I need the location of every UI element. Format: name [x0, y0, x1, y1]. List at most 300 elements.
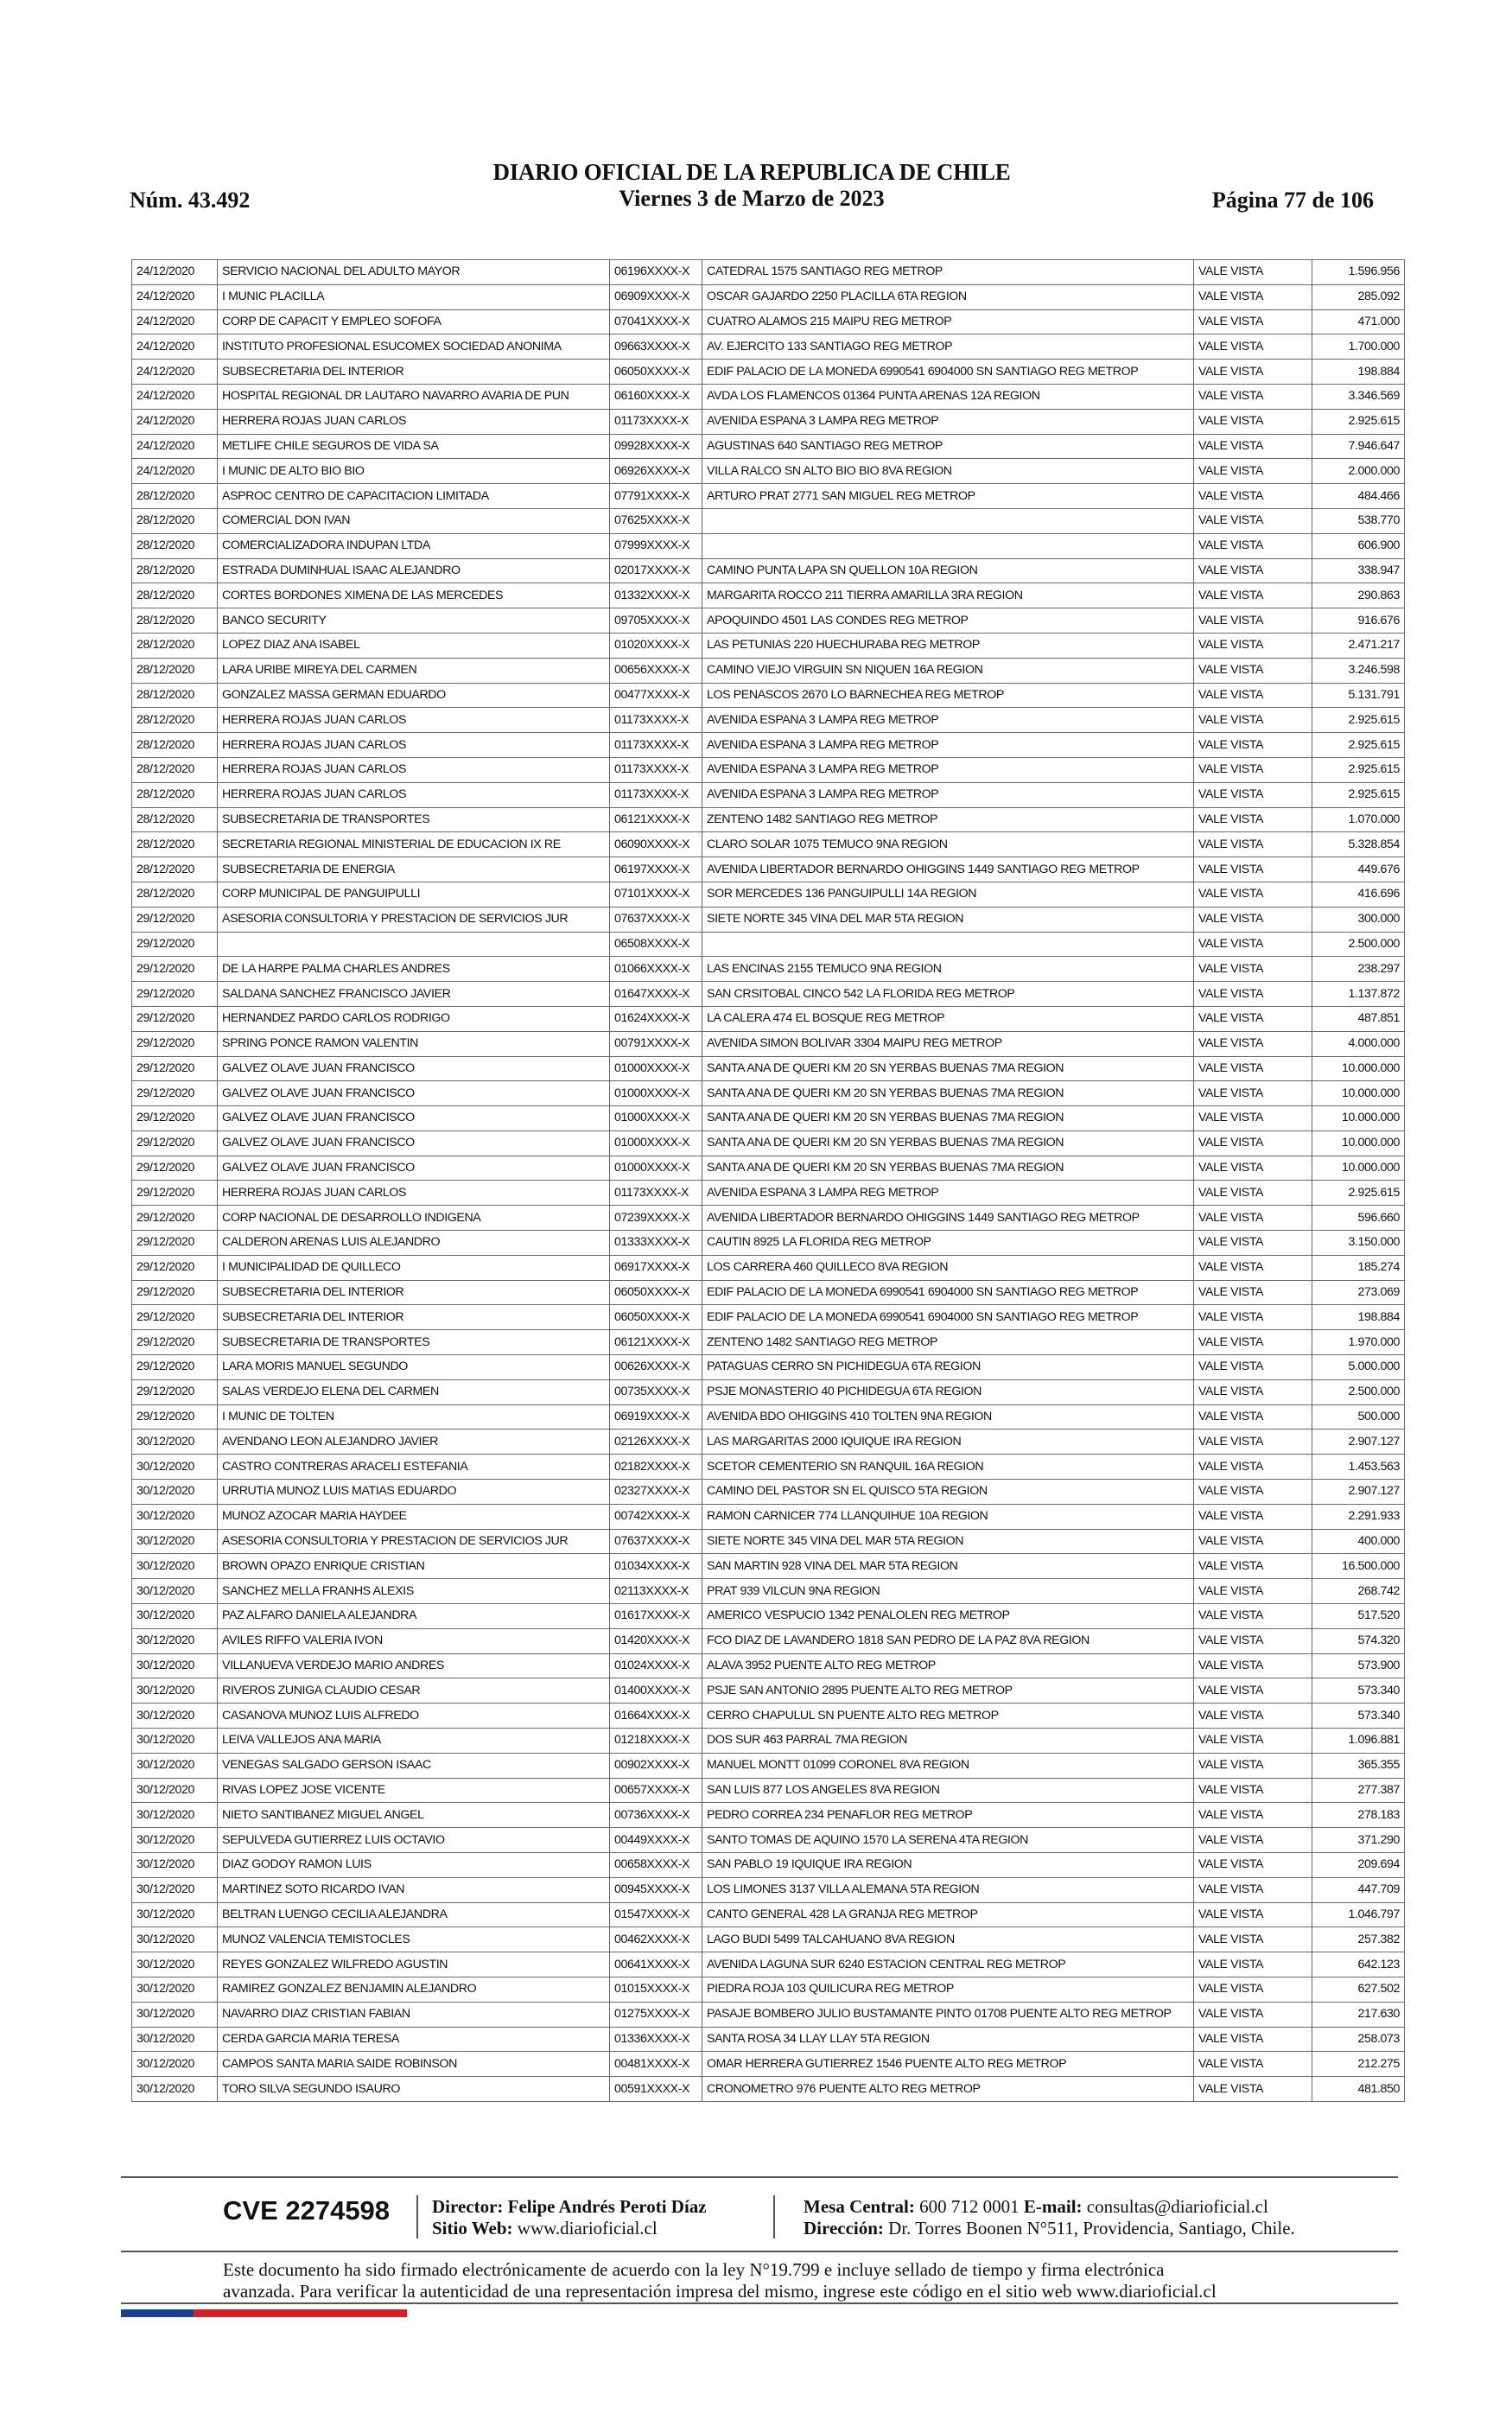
rut-cell: 01173XXXX-X — [610, 708, 702, 733]
payment-type-cell: VALE VISTA — [1194, 907, 1312, 932]
date-cell: 29/12/2020 — [132, 1081, 218, 1106]
payment-type-cell: VALE VISTA — [1194, 1106, 1312, 1131]
amount-cell: 2.500.000 — [1312, 932, 1405, 957]
rut-cell: 09663XXXX-X — [610, 334, 702, 360]
table-row — [132, 1828, 1405, 1853]
rut-cell: 02327XXXX-X — [610, 1480, 702, 1505]
name-cell: CERDA GARCIA MARIA TERESA — [218, 2027, 610, 2052]
table-row — [132, 1231, 1405, 1256]
payment-type-cell: VALE VISTA — [1194, 1455, 1312, 1480]
rut-cell: 00477XXXX-X — [610, 683, 702, 708]
name-cell: MUNOZ VALENCIA TEMISTOCLES — [218, 1927, 610, 1952]
name-cell: TORO SILVA SEGUNDO ISAURO — [218, 2077, 610, 2102]
table-row — [132, 459, 1405, 484]
date-cell: 30/12/2020 — [132, 1902, 218, 1927]
name-cell: CALDERON ARENAS LUIS ALEJANDRO — [218, 1231, 610, 1256]
director-block — [432, 2196, 707, 2239]
address-cell — [702, 932, 1194, 957]
date-cell: 24/12/2020 — [132, 459, 218, 484]
date-cell: 28/12/2020 — [132, 807, 218, 832]
rut-cell: 00945XXXX-X — [610, 1877, 702, 1902]
amount-cell: 10.000.000 — [1312, 1106, 1405, 1131]
amount-cell: 185.274 — [1312, 1255, 1405, 1280]
address-cell: OSCAR GAJARDO 2250 PLACILLA 6TA REGION — [702, 284, 1194, 309]
publication-title: DIARIO OFICIAL DE LA REPUBLICA DE CHILE — [492, 159, 1011, 185]
payment-type-cell: VALE VISTA — [1194, 757, 1312, 782]
amount-cell: 1.137.872 — [1312, 982, 1405, 1007]
amount-cell: 2.925.615 — [1312, 757, 1405, 782]
payment-type-cell: VALE VISTA — [1194, 1130, 1312, 1156]
name-cell: GALVEZ OLAVE JUAN FRANCISCO — [218, 1130, 610, 1156]
payment-type-cell: VALE VISTA — [1194, 683, 1312, 708]
date-cell: 29/12/2020 — [132, 1330, 218, 1355]
address-cell: DOS SUR 463 PARRAL 7MA REGION — [702, 1729, 1194, 1754]
payment-type-cell: VALE VISTA — [1194, 1081, 1312, 1106]
address-cell: CERRO CHAPULUL SN PUENTE ALTO REG METROP — [702, 1704, 1194, 1729]
address-cell: SIETE NORTE 345 VINA DEL MAR 5TA REGION — [702, 1529, 1194, 1554]
date-cell: 24/12/2020 — [132, 334, 218, 360]
amount-cell: 517.520 — [1312, 1604, 1405, 1629]
rut-cell: 01400XXXX-X — [610, 1678, 702, 1704]
rut-cell: 00902XXXX-X — [610, 1753, 702, 1778]
table-row — [132, 633, 1405, 658]
rut-cell: 06050XXXX-X — [610, 1305, 702, 1330]
payment-type-cell: VALE VISTA — [1194, 1504, 1312, 1529]
date-cell: 24/12/2020 — [132, 360, 218, 385]
amount-cell: 538.770 — [1312, 508, 1405, 533]
address-cell: PIEDRA ROJA 103 QUILICURA REG METROP — [702, 1977, 1194, 2002]
address-cell: LAS MARGARITAS 2000 IQUIQUE IRA REGION — [702, 1430, 1194, 1455]
date-cell: 24/12/2020 — [132, 384, 218, 409]
date-cell: 28/12/2020 — [132, 583, 218, 608]
name-cell: AVENDANO LEON ALEJANDRO JAVIER — [218, 1430, 610, 1455]
flag-stripe-blue — [121, 2309, 194, 2317]
legal-line: Este documento ha sido firmado electrónicamente de acuerdo con la ley N°19.799 e incluye sellado de tiempo y firma electrónica — [223, 2259, 1165, 2280]
date-cell: 30/12/2020 — [132, 1828, 218, 1853]
address-cell: SANTA ROSA 34 LLAY LLAY 5TA REGION — [702, 2027, 1194, 2052]
table-row — [132, 1106, 1405, 1131]
date-cell: 28/12/2020 — [132, 782, 218, 807]
payment-type-cell: VALE VISTA — [1194, 733, 1312, 758]
table-row — [132, 1952, 1405, 1977]
rut-cell: 06196XXXX-X — [610, 260, 702, 285]
name-cell: SPRING PONCE RAMON VALENTIN — [218, 1031, 610, 1056]
payment-type-cell: VALE VISTA — [1194, 1579, 1312, 1604]
address-cell: MANUEL MONTT 01099 CORONEL 8VA REGION — [702, 1753, 1194, 1778]
rut-cell: 01173XXXX-X — [610, 733, 702, 758]
amount-cell: 10.000.000 — [1312, 1156, 1405, 1181]
table-row — [132, 434, 1405, 459]
table-row — [132, 1803, 1405, 1828]
address-cell: ALAVA 3952 PUENTE ALTO REG METROP — [702, 1653, 1194, 1678]
payment-type-cell: VALE VISTA — [1194, 1156, 1312, 1181]
table-row — [132, 1430, 1405, 1455]
date-cell: 30/12/2020 — [132, 1653, 218, 1678]
date-cell: 30/12/2020 — [132, 1604, 218, 1629]
date-cell: 29/12/2020 — [132, 1181, 218, 1206]
rut-cell: 01000XXXX-X — [610, 1156, 702, 1181]
payment-type-cell: VALE VISTA — [1194, 1280, 1312, 1305]
table-row — [132, 1678, 1405, 1704]
page-number: Página 77 de 106 — [1211, 188, 1374, 213]
table-row — [132, 782, 1405, 807]
payment-type-cell: VALE VISTA — [1194, 1729, 1312, 1754]
address-cell: RAMON CARNICER 774 LLANQUIHUE 10A REGION — [702, 1504, 1194, 1529]
amount-cell: 371.290 — [1312, 1828, 1405, 1853]
table-row — [132, 733, 1405, 758]
amount-cell: 400.000 — [1312, 1529, 1405, 1554]
table-row — [132, 2052, 1405, 2077]
address-cell: SAN CRSITOBAL CINCO 542 LA FLORIDA REG METROP — [702, 982, 1194, 1007]
date-cell: 28/12/2020 — [132, 683, 218, 708]
address-cell: APOQUINDO 4501 LAS CONDES REG METROP — [702, 608, 1194, 634]
name-cell: BELTRAN LUENGO CECILIA ALEJANDRA — [218, 1902, 610, 1927]
contact-block — [804, 2196, 1295, 2239]
address-cell: AVENIDA ESPANA 3 LAMPA REG METROP — [702, 782, 1194, 807]
table-row — [132, 757, 1405, 782]
table-row — [132, 1156, 1405, 1181]
amount-cell: 10.000.000 — [1312, 1130, 1405, 1156]
rut-cell: 00449XXXX-X — [610, 1828, 702, 1853]
rut-cell: 06508XXXX-X — [610, 932, 702, 957]
table-row — [132, 1927, 1405, 1952]
rut-cell: 01332XXXX-X — [610, 583, 702, 608]
address-cell: SANTA ANA DE QUERI KM 20 SN YERBAS BUENAS 7MA REGION — [702, 1081, 1194, 1106]
rut-cell: 00657XXXX-X — [610, 1778, 702, 1803]
amount-cell: 365.355 — [1312, 1753, 1405, 1778]
masthead — [130, 158, 1374, 212]
date-cell: 24/12/2020 — [132, 284, 218, 309]
address-cell: LOS CARRERA 460 QUILLECO 8VA REGION — [702, 1255, 1194, 1280]
address-value: Dr. Torres Boonen N°511, Providencia, Santiago, Chile. — [888, 2218, 1295, 2238]
table-row — [132, 1579, 1405, 1604]
table-row — [132, 384, 1405, 409]
name-cell: GALVEZ OLAVE JUAN FRANCISCO — [218, 1156, 610, 1181]
address-cell: AVENIDA LIBERTADOR BERNARDO OHIGGINS 1449 SANTIAGO REG METROP — [702, 857, 1194, 882]
name-cell: RIVEROS ZUNIGA CLAUDIO CESAR — [218, 1678, 610, 1704]
name-cell: COMERCIALIZADORA INDUPAN LTDA — [218, 533, 610, 558]
rut-cell: 02126XXXX-X — [610, 1430, 702, 1455]
address-cell: AVENIDA BDO OHIGGINS 410 TOLTEN 9NA REGION — [702, 1404, 1194, 1430]
payment-type-cell: VALE VISTA — [1194, 2027, 1312, 2052]
address-cell: OMAR HERRERA GUTIERREZ 1546 PUENTE ALTO REG METROP — [702, 2052, 1194, 2077]
rut-cell: 00626XXXX-X — [610, 1355, 702, 1380]
amount-cell: 3.246.598 — [1312, 658, 1405, 683]
payment-type-cell: VALE VISTA — [1194, 1803, 1312, 1828]
payment-type-cell: VALE VISTA — [1194, 857, 1312, 882]
address-cell: LAGO BUDI 5499 TALCAHUANO 8VA REGION — [702, 1927, 1194, 1952]
table-row — [132, 334, 1405, 360]
rut-cell: 07101XXXX-X — [610, 882, 702, 907]
payment-type-cell: VALE VISTA — [1194, 807, 1312, 832]
legal-notice — [223, 2259, 1312, 2302]
date-cell: 29/12/2020 — [132, 957, 218, 982]
date-cell: 30/12/2020 — [132, 2052, 218, 2077]
amount-cell: 447.709 — [1312, 1877, 1405, 1902]
amount-cell: 627.502 — [1312, 1977, 1405, 2002]
address-cell: LAS ENCINAS 2155 TEMUCO 9NA REGION — [702, 957, 1194, 982]
rut-cell: 07239XXXX-X — [610, 1206, 702, 1231]
date-cell: 28/12/2020 — [132, 558, 218, 583]
amount-cell: 487.851 — [1312, 1006, 1405, 1031]
date-cell: 30/12/2020 — [132, 1678, 218, 1704]
amount-cell: 1.070.000 — [1312, 807, 1405, 832]
rut-cell: 00656XXXX-X — [610, 658, 702, 683]
address-cell: CANTO GENERAL 428 LA GRANJA REG METROP — [702, 1902, 1194, 1927]
payment-type-cell: VALE VISTA — [1194, 1828, 1312, 1853]
payment-type-cell: VALE VISTA — [1194, 459, 1312, 484]
payment-type-cell: VALE VISTA — [1194, 360, 1312, 385]
address-cell: EDIF PALACIO DE LA MONEDA 6990541 6904000 SN SANTIAGO REG METROP — [702, 1305, 1194, 1330]
table-row — [132, 1255, 1405, 1280]
amount-cell: 642.123 — [1312, 1952, 1405, 1977]
date-cell: 30/12/2020 — [132, 1927, 218, 1952]
payment-type-cell: VALE VISTA — [1194, 434, 1312, 459]
amount-cell: 10.000.000 — [1312, 1056, 1405, 1081]
date-cell: 29/12/2020 — [132, 1106, 218, 1131]
date-cell: 30/12/2020 — [132, 1753, 218, 1778]
amount-cell: 198.884 — [1312, 360, 1405, 385]
amount-cell: 2.471.217 — [1312, 633, 1405, 658]
table-row — [132, 982, 1405, 1007]
table-row — [132, 360, 1405, 385]
name-cell: I MUNIC DE ALTO BIO BIO — [218, 459, 610, 484]
payment-type-cell: VALE VISTA — [1194, 832, 1312, 857]
payment-type-cell: VALE VISTA — [1194, 260, 1312, 285]
date-cell: 28/12/2020 — [132, 708, 218, 733]
payment-type-cell: VALE VISTA — [1194, 1952, 1312, 1977]
name-cell: SUBSECRETARIA DE TRANSPORTES — [218, 807, 610, 832]
payment-type-cell: VALE VISTA — [1194, 2052, 1312, 2077]
name-cell: HERNANDEZ PARDO CARLOS RODRIGO — [218, 1006, 610, 1031]
date-cell: 30/12/2020 — [132, 2027, 218, 2052]
issue-number: Núm. 43.492 — [130, 188, 251, 213]
date-cell: 29/12/2020 — [132, 1355, 218, 1380]
website-link[interactable]: www.diarioficial.cl — [517, 2218, 658, 2238]
name-cell: I MUNIC DE TOLTEN — [218, 1404, 610, 1430]
name-cell: GALVEZ OLAVE JUAN FRANCISCO — [218, 1056, 610, 1081]
rut-cell: 01218XXXX-X — [610, 1729, 702, 1754]
rut-cell: 00481XXXX-X — [610, 2052, 702, 2077]
rut-cell: 00641XXXX-X — [610, 1952, 702, 1977]
payment-type-cell: VALE VISTA — [1194, 1206, 1312, 1231]
name-cell: SUBSECRETARIA DE ENERGIA — [218, 857, 610, 882]
date-cell: 30/12/2020 — [132, 1430, 218, 1455]
table-row — [132, 932, 1405, 957]
amount-cell: 916.676 — [1312, 608, 1405, 634]
address-cell: CATEDRAL 1575 SANTIAGO REG METROP — [702, 260, 1194, 285]
payment-type-cell: VALE VISTA — [1194, 1330, 1312, 1355]
rut-cell: 01547XXXX-X — [610, 1902, 702, 1927]
footer-divider — [121, 2251, 1398, 2252]
name-cell: RAMIREZ GONZALEZ BENJAMIN ALEJANDRO — [218, 1977, 610, 2002]
payment-type-cell: VALE VISTA — [1194, 558, 1312, 583]
date-cell: 29/12/2020 — [132, 1280, 218, 1305]
website-line — [432, 2218, 707, 2239]
amount-cell: 573.340 — [1312, 1704, 1405, 1729]
table-row — [132, 608, 1405, 634]
address-cell: CAMINO VIEJO VIRGUIN SN NIQUEN 16A REGION — [702, 658, 1194, 683]
date-cell: 29/12/2020 — [132, 1231, 218, 1256]
name-cell: BANCO SECURITY — [218, 608, 610, 634]
address-cell: PSJE SAN ANTONIO 2895 PUENTE ALTO REG METROP — [702, 1678, 1194, 1704]
table-row — [132, 882, 1405, 907]
name-cell: LOPEZ DIAZ ANA ISABEL — [218, 633, 610, 658]
payment-type-cell: VALE VISTA — [1194, 708, 1312, 733]
rut-cell: 06121XXXX-X — [610, 1330, 702, 1355]
table-row — [132, 1504, 1405, 1529]
footer-separator — [416, 2195, 418, 2238]
footer-separator — [773, 2195, 775, 2238]
table-row — [132, 832, 1405, 857]
rut-cell: 00742XXXX-X — [610, 1504, 702, 1529]
amount-cell: 212.275 — [1312, 2052, 1405, 2077]
rut-cell: 06917XXXX-X — [610, 1255, 702, 1280]
rut-cell: 02113XXXX-X — [610, 1579, 702, 1604]
address-cell: CUATRO ALAMOS 215 MAIPU REG METROP — [702, 309, 1194, 334]
payment-type-cell: VALE VISTA — [1194, 982, 1312, 1007]
table-row — [132, 309, 1405, 334]
amount-cell: 449.676 — [1312, 857, 1405, 882]
address-cell: CAMINO DEL PASTOR SN EL QUISCO 5TA REGION — [702, 1480, 1194, 1505]
payment-type-cell: VALE VISTA — [1194, 583, 1312, 608]
payment-type-cell: VALE VISTA — [1194, 658, 1312, 683]
rut-cell: 06050XXXX-X — [610, 1280, 702, 1305]
date-cell: 30/12/2020 — [132, 1579, 218, 1604]
address-cell: CAUTIN 8925 LA FLORIDA REG METROP — [702, 1231, 1194, 1256]
payment-type-cell: VALE VISTA — [1194, 1056, 1312, 1081]
payment-type-cell: VALE VISTA — [1194, 1604, 1312, 1629]
table-row — [132, 1480, 1405, 1505]
director-line — [432, 2196, 707, 2218]
address-cell: AVENIDA ESPANA 3 LAMPA REG METROP — [702, 409, 1194, 434]
name-cell: METLIFE CHILE SEGUROS DE VIDA SA — [218, 434, 610, 459]
table-row — [132, 683, 1405, 708]
address-cell: AVENIDA LIBERTADOR BERNARDO OHIGGINS 1449 SANTIAGO REG METROP — [702, 1206, 1194, 1231]
name-cell: MUNOZ AZOCAR MARIA HAYDEE — [218, 1504, 610, 1529]
amount-cell: 7.946.647 — [1312, 434, 1405, 459]
table-row — [132, 1604, 1405, 1629]
name-cell: VENEGAS SALGADO GERSON ISAAC — [218, 1753, 610, 1778]
amount-cell: 209.694 — [1312, 1853, 1405, 1878]
date-cell: 28/12/2020 — [132, 733, 218, 758]
payment-type-cell: VALE VISTA — [1194, 1255, 1312, 1280]
rut-cell: 00462XXXX-X — [610, 1927, 702, 1952]
amount-cell: 300.000 — [1312, 907, 1405, 932]
amount-cell: 481.850 — [1312, 2077, 1405, 2102]
name-cell: HERRERA ROJAS JUAN CARLOS — [218, 1181, 610, 1206]
date-cell: 28/12/2020 — [132, 757, 218, 782]
amount-cell: 471.000 — [1312, 309, 1405, 334]
rut-cell: 01420XXXX-X — [610, 1628, 702, 1653]
date-cell: 30/12/2020 — [132, 1704, 218, 1729]
rut-cell: 01024XXXX-X — [610, 1653, 702, 1678]
footer-divider — [121, 2302, 1398, 2304]
rut-cell: 06121XXXX-X — [610, 807, 702, 832]
date-cell: 30/12/2020 — [132, 1529, 218, 1554]
date-cell: 28/12/2020 — [132, 633, 218, 658]
date-cell: 30/12/2020 — [132, 1729, 218, 1754]
address-cell: ARTURO PRAT 2771 SAN MIGUEL REG METROP — [702, 484, 1194, 509]
table-row — [132, 1006, 1405, 1031]
name-cell: HOSPITAL REGIONAL DR LAUTARO NAVARRO AVARIA DE PUN — [218, 384, 610, 409]
amount-cell: 416.696 — [1312, 882, 1405, 907]
name-cell: PAZ ALFARO DANIELA ALEJANDRA — [218, 1604, 610, 1629]
payment-type-cell: VALE VISTA — [1194, 1877, 1312, 1902]
amount-cell: 596.660 — [1312, 1206, 1405, 1231]
amount-cell: 285.092 — [1312, 284, 1405, 309]
name-cell: ASESORIA CONSULTORIA Y PRESTACION DE SERVICIOS JUR — [218, 1529, 610, 1554]
payment-type-cell: VALE VISTA — [1194, 334, 1312, 360]
date-cell: 29/12/2020 — [132, 1305, 218, 1330]
email-link[interactable]: consultas@diarioficial.cl — [1086, 2196, 1268, 2217]
name-cell: CORTES BORDONES XIMENA DE LAS MERCEDES — [218, 583, 610, 608]
name-cell: GALVEZ OLAVE JUAN FRANCISCO — [218, 1081, 610, 1106]
address-cell: LA CALERA 474 EL BOSQUE REG METROP — [702, 1006, 1194, 1031]
address-cell: ZENTENO 1482 SANTIAGO REG METROP — [702, 1330, 1194, 1355]
name-cell: SERVICIO NACIONAL DEL ADULTO MAYOR — [218, 260, 610, 285]
table-row — [132, 1305, 1405, 1330]
date-cell: 30/12/2020 — [132, 1803, 218, 1828]
rut-cell: 01173XXXX-X — [610, 782, 702, 807]
date-cell: 28/12/2020 — [132, 832, 218, 857]
amount-cell: 2.907.127 — [1312, 1480, 1405, 1505]
date-cell: 29/12/2020 — [132, 1156, 218, 1181]
payment-type-cell: VALE VISTA — [1194, 2077, 1312, 2102]
table-row — [132, 1330, 1405, 1355]
amount-cell: 277.387 — [1312, 1778, 1405, 1803]
cve-code: CVE 2274598 — [223, 2195, 391, 2226]
amount-cell: 10.000.000 — [1312, 1081, 1405, 1106]
address-cell: FCO DIAZ DE LAVANDERO 1818 SAN PEDRO DE LA PAZ 8VA REGION — [702, 1628, 1194, 1653]
date-cell: 30/12/2020 — [132, 1504, 218, 1529]
address-cell: EDIF PALACIO DE LA MONEDA 6990541 6904000 SN SANTIAGO REG METROP — [702, 360, 1194, 385]
name-cell: GONZALEZ MASSA GERMAN EDUARDO — [218, 683, 610, 708]
payment-type-cell: VALE VISTA — [1194, 2002, 1312, 2027]
amount-cell: 3.150.000 — [1312, 1231, 1405, 1256]
payment-type-cell: VALE VISTA — [1194, 1628, 1312, 1653]
address-cell: LAS PETUNIAS 220 HUECHURABA REG METROP — [702, 633, 1194, 658]
name-cell: I MUNICIPALIDAD DE QUILLECO — [218, 1255, 610, 1280]
name-cell: HERRERA ROJAS JUAN CARLOS — [218, 782, 610, 807]
date-cell: 28/12/2020 — [132, 608, 218, 634]
rut-cell: 02017XXXX-X — [610, 558, 702, 583]
rut-cell: 01000XXXX-X — [610, 1130, 702, 1156]
payment-type-cell: VALE VISTA — [1194, 882, 1312, 907]
table-row — [132, 857, 1405, 882]
payment-type-cell: VALE VISTA — [1194, 957, 1312, 982]
name-cell — [218, 932, 610, 957]
payment-type-cell: VALE VISTA — [1194, 1231, 1312, 1256]
name-cell: GALVEZ OLAVE JUAN FRANCISCO — [218, 1106, 610, 1131]
name-cell: I MUNIC PLACILLA — [218, 284, 610, 309]
table-row — [132, 1753, 1405, 1778]
table-row — [132, 1554, 1405, 1579]
rut-cell: 06197XXXX-X — [610, 857, 702, 882]
rut-cell: 06909XXXX-X — [610, 284, 702, 309]
address-cell: ZENTENO 1482 SANTIAGO REG METROP — [702, 807, 1194, 832]
rut-cell: 07625XXXX-X — [610, 508, 702, 533]
date-cell: 29/12/2020 — [132, 1056, 218, 1081]
rut-cell: 00791XXXX-X — [610, 1031, 702, 1056]
payment-type-cell: VALE VISTA — [1194, 533, 1312, 558]
table-row — [132, 1379, 1405, 1404]
address-cell: SAN MARTIN 928 VINA DEL MAR 5TA REGION — [702, 1554, 1194, 1579]
date-cell: 30/12/2020 — [132, 1853, 218, 1878]
date-cell: 30/12/2020 — [132, 2077, 218, 2102]
rut-cell: 07637XXXX-X — [610, 1529, 702, 1554]
rut-cell: 01336XXXX-X — [610, 2027, 702, 2052]
